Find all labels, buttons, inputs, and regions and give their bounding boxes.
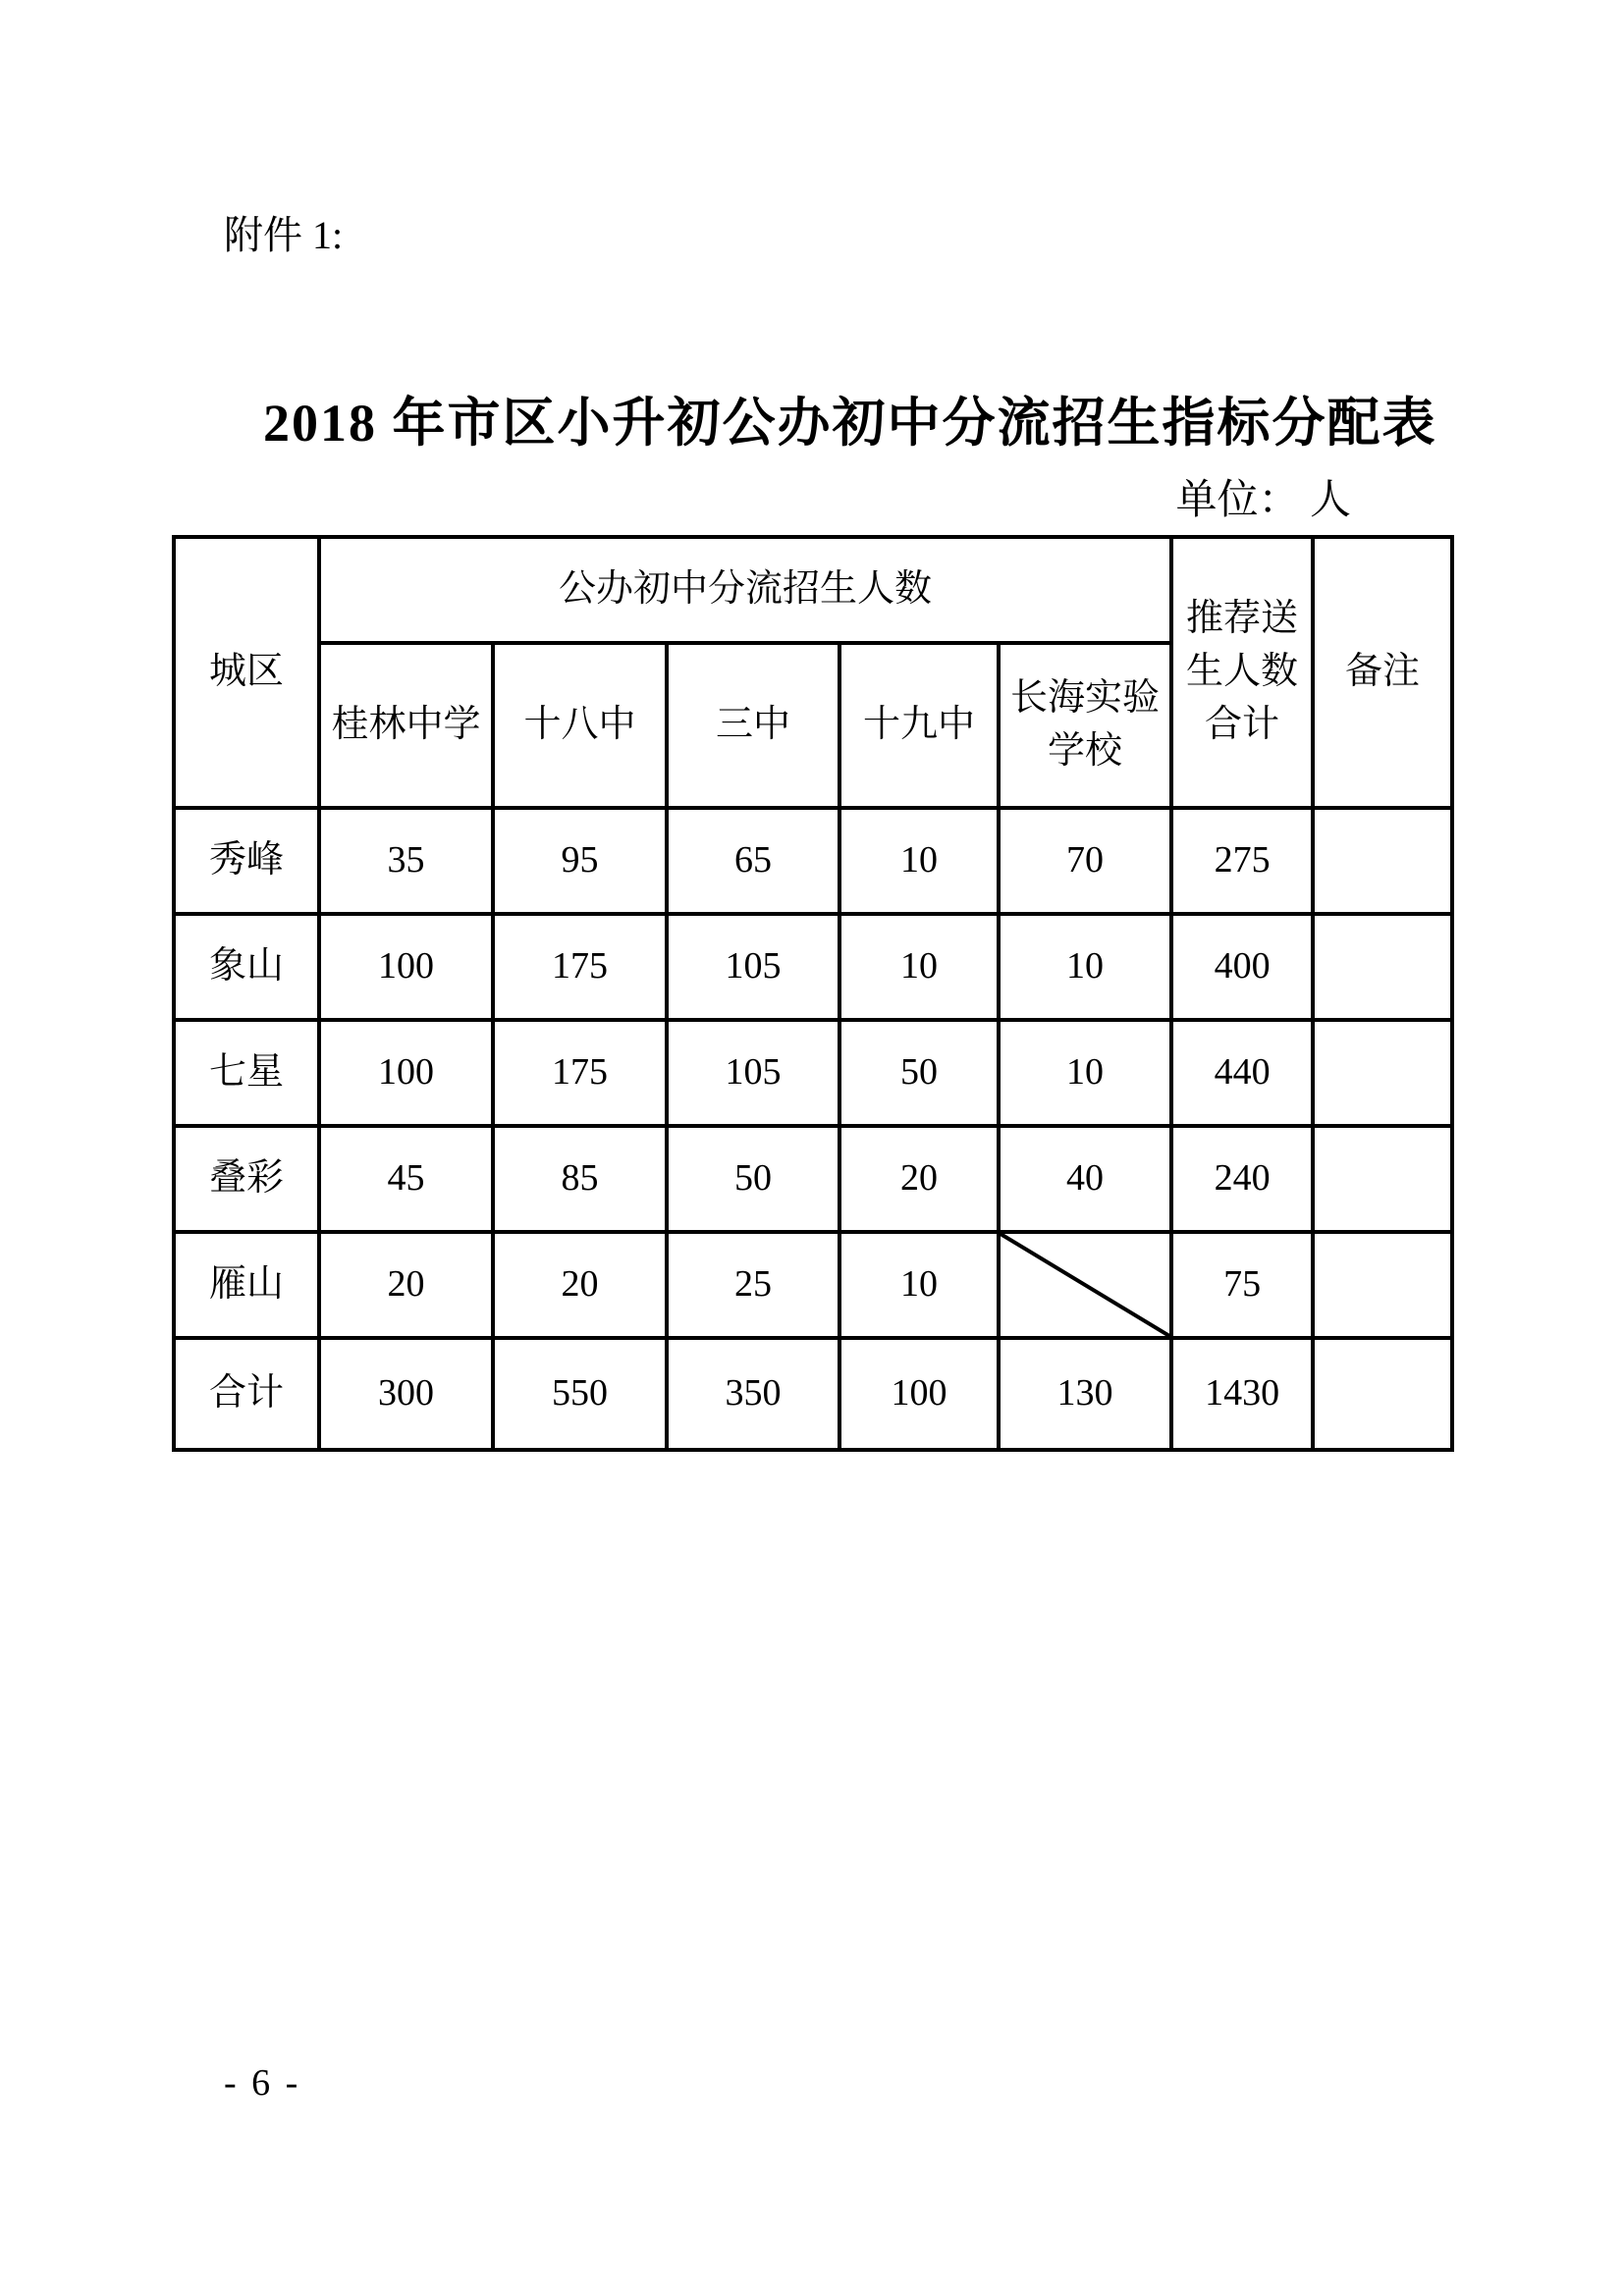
page-title: 2018 年市区小升初公办初中分流招生指标分配表 (263, 394, 1437, 453)
value-cell: 40 (999, 1126, 1171, 1232)
value-cell: 550 (493, 1338, 667, 1450)
district-cell: 雁山 (174, 1232, 319, 1338)
remark-cell (1313, 914, 1452, 1020)
value-cell: 350 (667, 1338, 839, 1450)
page-number: - 6 - (224, 2062, 301, 2104)
district-cell: 象山 (174, 914, 319, 1020)
table-row (174, 1232, 1452, 1338)
district-cell: 秀峰 (174, 808, 319, 914)
value-cell: 20 (493, 1232, 667, 1338)
value-cell: 95 (493, 808, 667, 914)
school-header-cell: 长海实验学校 (999, 643, 1171, 808)
value-cell: 35 (319, 808, 493, 914)
unit-label: 单位： 人 (1175, 478, 1351, 523)
corner-header-cell: 城区 (174, 537, 319, 808)
school-header-cell: 桂林中学 (319, 643, 493, 808)
value-cell: 175 (493, 914, 667, 1020)
table-row (174, 808, 1452, 914)
value-cell: 50 (839, 1020, 999, 1126)
diagonal-slash-cell (999, 1232, 1171, 1338)
value-cell: 85 (493, 1126, 667, 1232)
school-header-cell: 三中 (667, 643, 839, 808)
value-cell: 20 (839, 1126, 999, 1232)
value-cell: 175 (493, 1020, 667, 1126)
total-cell: 75 (1171, 1232, 1313, 1338)
total-cell: 1430 (1171, 1338, 1313, 1450)
value-cell: 300 (319, 1338, 493, 1450)
value-cell: 100 (319, 1020, 493, 1126)
value-cell: 10 (839, 914, 999, 1020)
value-cell: 130 (999, 1338, 1171, 1450)
value-cell: 10 (839, 808, 999, 914)
header-row-group (174, 537, 1452, 643)
total-cell: 400 (1171, 914, 1313, 1020)
school-header-cell: 十九中 (839, 643, 999, 808)
value-cell: 45 (319, 1126, 493, 1232)
district-cell: 叠彩 (174, 1126, 319, 1232)
allocation-table (172, 535, 1454, 1452)
remark-header-cell: 备注 (1313, 537, 1452, 808)
total-cell: 240 (1171, 1126, 1313, 1232)
value-cell: 70 (999, 808, 1171, 914)
total-cell: 440 (1171, 1020, 1313, 1126)
attachment-label: 附件 1: (224, 213, 344, 257)
total-header-cell: 推荐送生人数合计 (1171, 537, 1313, 808)
value-cell: 10 (999, 1020, 1171, 1126)
total-cell: 275 (1171, 808, 1313, 914)
value-cell: 50 (667, 1126, 839, 1232)
value-cell: 65 (667, 808, 839, 914)
table-row (174, 1020, 1452, 1126)
remark-cell (1313, 1232, 1452, 1338)
table-row-total (174, 1338, 1452, 1450)
remark-cell (1313, 808, 1452, 914)
group-header-cell: 公办初中分流招生人数 (319, 537, 1171, 643)
value-cell: 100 (319, 914, 493, 1020)
value-cell: 105 (667, 1020, 839, 1126)
value-cell: 10 (839, 1232, 999, 1338)
value-cell: 105 (667, 914, 839, 1020)
value-cell: 25 (667, 1232, 839, 1338)
table-row (174, 914, 1452, 1020)
diagonal-line (1001, 1234, 1169, 1336)
remark-cell (1313, 1020, 1452, 1126)
remark-cell (1313, 1338, 1452, 1450)
district-cell: 合计 (174, 1338, 319, 1450)
value-cell: 20 (319, 1232, 493, 1338)
district-cell: 七星 (174, 1020, 319, 1126)
remark-cell (1313, 1126, 1452, 1232)
table-row (174, 1126, 1452, 1232)
school-header-cell: 十八中 (493, 643, 667, 808)
value-cell: 100 (839, 1338, 999, 1450)
value-cell: 10 (999, 914, 1171, 1020)
